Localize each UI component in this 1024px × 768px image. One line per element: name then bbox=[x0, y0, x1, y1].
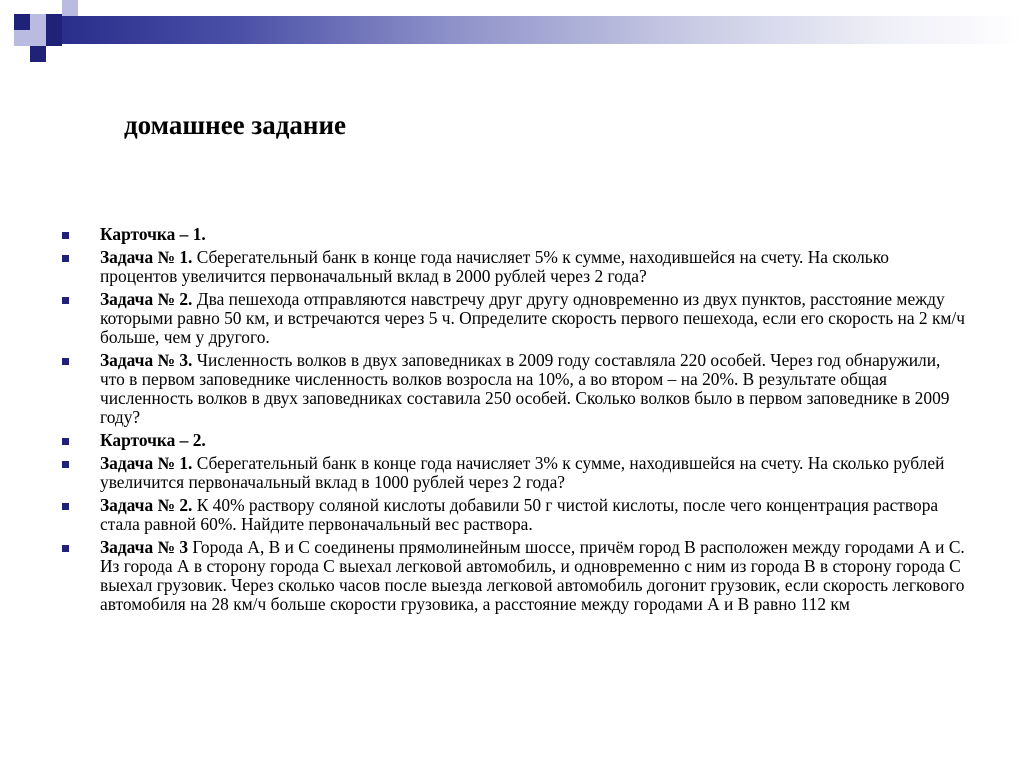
item-label: Задача № 3. bbox=[100, 350, 193, 370]
item-label: Карточка – 1. bbox=[100, 224, 206, 244]
decor-square bbox=[14, 14, 30, 30]
bullet-square-icon bbox=[62, 545, 69, 552]
bullet-square-icon bbox=[62, 297, 69, 304]
task-list bbox=[62, 225, 967, 618]
bullet-square-icon bbox=[62, 503, 69, 510]
decor-square bbox=[46, 30, 62, 46]
list-item bbox=[62, 225, 967, 244]
list-item bbox=[62, 496, 967, 534]
bullet-square-icon bbox=[62, 461, 69, 468]
item-text: К 40% раствору соляной кислоты добавили 50 г чистой кислоты, после чего концентрация раствора стала равной 60%. Найдите первоначальный вес раствора. bbox=[100, 495, 939, 534]
list-item bbox=[62, 454, 967, 492]
list-item bbox=[62, 248, 967, 286]
list-item bbox=[62, 351, 967, 427]
item-text: Два пешехода отправляются навстречу друг другу одновременно из двух пунктов, расстояние между которыми равно 50 км, и встречаются через 5 ч. Определите скорость первого пешехода, если его скорость на 2 км/ч больше, чем у другого. bbox=[100, 289, 966, 347]
bullet-square-icon bbox=[62, 232, 69, 239]
header-gradient-bar bbox=[62, 16, 1024, 44]
header-decoration bbox=[0, 0, 1024, 70]
item-text: Города А, В и С соединены прямолинейным шоссе, причём город В расположен между городами А и С. Из города А в сторону города С выехал легковой автомобиль, и одновременно с ним из города В в сторону города С выехал грузовик. Через сколько часов после выезда легковой автомобиль догонит грузовик, если скорость легкового автомобиля на 28 км/ч больше скорости грузовика, а расстояние между городами А и В равно 112 км bbox=[100, 537, 965, 614]
item-text: Сберегательный банк в конце года начисляет 5% к сумме, находившейся на счету. На сколько процентов увеличится первоначальный вклад в 2000 рублей через 2 года? bbox=[100, 247, 889, 286]
list-item bbox=[62, 431, 967, 450]
item-label: Задача № 2. bbox=[100, 289, 193, 309]
item-text: Численность волков в двух заповедниках в 2009 году составляла 220 особей. Через год обнаружили, что в первом заповеднике численность волков возросла на 10%, а во втором – на 20%. В результате общая численность волков в двух заповедниках составила 250 особей. Сколько волков было в первом заповеднике в 2009 году? bbox=[100, 350, 950, 427]
item-label: Задача № 2. bbox=[100, 495, 193, 515]
slide-title: домашнее задание bbox=[124, 110, 347, 140]
decor-square bbox=[46, 14, 62, 30]
list-item bbox=[62, 538, 967, 614]
bullet-square-icon bbox=[62, 255, 69, 262]
decor-square bbox=[14, 30, 30, 46]
item-label: Карточка – 2. bbox=[100, 430, 206, 450]
bullet-square-icon bbox=[62, 358, 69, 365]
item-label: Задача № 1. bbox=[100, 247, 193, 267]
list-item bbox=[62, 290, 967, 347]
decor-square bbox=[30, 46, 46, 62]
item-label: Задача № 1. bbox=[100, 453, 193, 473]
decor-square bbox=[30, 14, 46, 30]
decor-square bbox=[30, 30, 46, 46]
item-label: Задача № 3 bbox=[100, 537, 189, 557]
decor-square bbox=[62, 0, 78, 16]
item-text: Сберегательный банк в конце года начисляет 3% к сумме, находившейся на счету. На сколько рублей увеличится первоначальный вклад в 1000 рублей через 2 года? bbox=[100, 453, 945, 492]
bullet-square-icon bbox=[62, 438, 69, 445]
